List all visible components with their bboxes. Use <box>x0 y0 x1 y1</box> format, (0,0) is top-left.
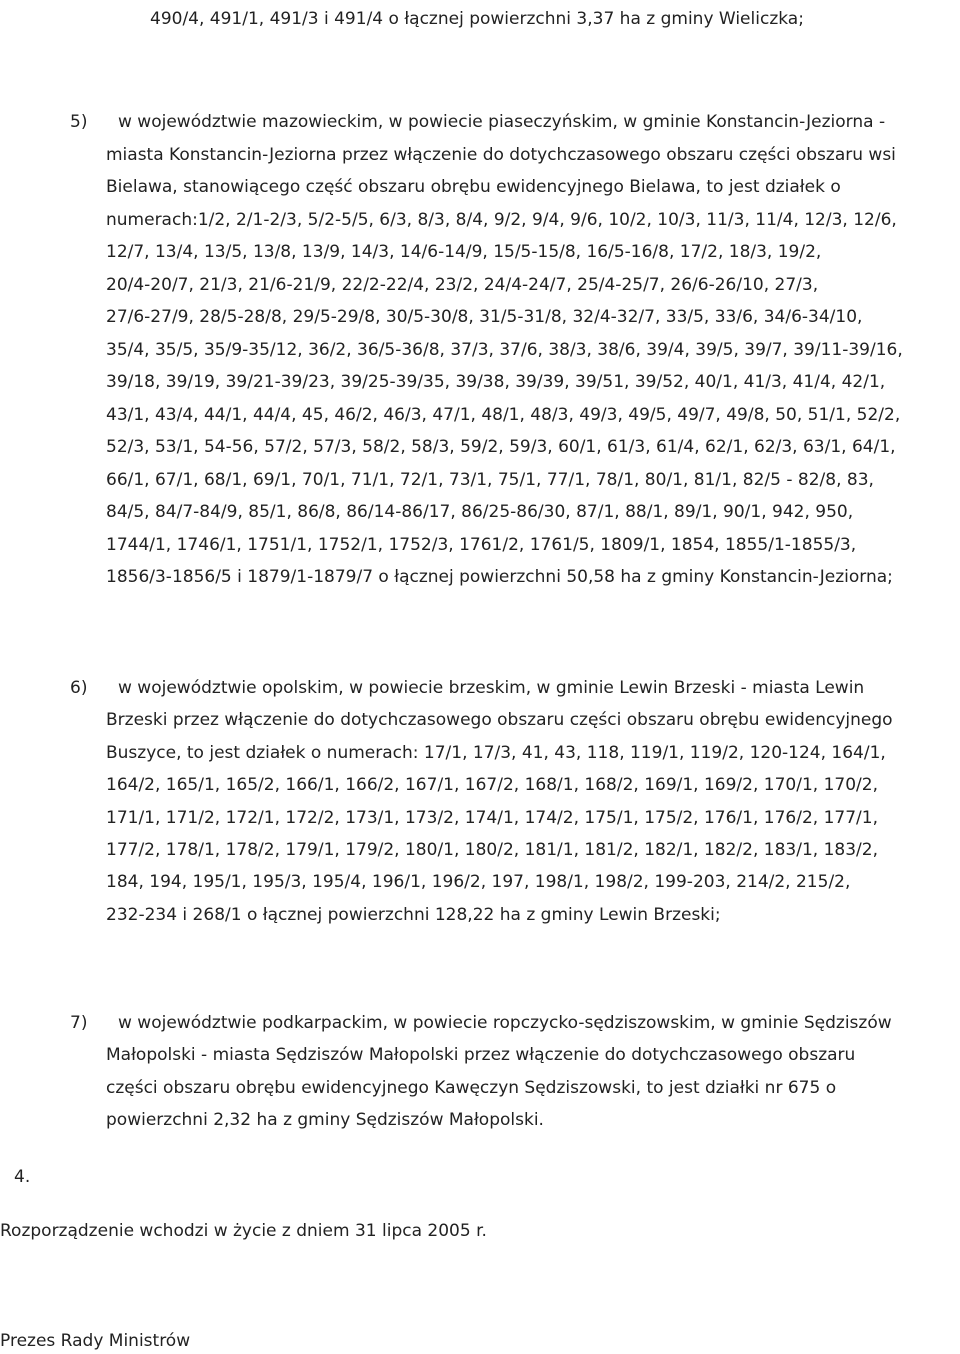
item-text-line: 43/1, 43/4, 44/1, 44/4, 45, 46/2, 46/3, 47/1, 48/1, 48/3, 49/3, 49/5, 49/7, 49/8, 50, 51/1, 52/2, <box>106 405 901 425</box>
closing-line: Rozporządzenie wchodzi w życie z dniem 31 lipca 2005 r. <box>0 1221 487 1241</box>
item-text-line: 39/18, 39/19, 39/21-39/23, 39/25-39/35, 39/38, 39/39, 39/51, 39/52, 40/1, 41/3, 41/4, 42/1, <box>106 372 886 392</box>
item-text-line: 171/1, 171/2, 172/1, 172/2, 173/1, 173/2, 174/1, 174/2, 175/1, 175/2, 176/1, 176/2, 177/1, <box>106 808 878 828</box>
item-text-line: 1856/3-1856/5 i 1879/1-1879/7 o łącznej powierzchni 50,58 ha z gminy Konstancin-Jeziorna; <box>106 567 893 587</box>
item-text-line: 20/4-20/7, 21/3, 21/6-21/9, 22/2-22/4, 23/2, 24/4-24/7, 25/4-25/7, 26/6-26/10, 27/3, <box>106 275 819 295</box>
item-text-line: 177/2, 178/1, 178/2, 179/1, 179/2, 180/1, 180/2, 181/1, 181/2, 182/1, 182/2, 183/1, 183/2, <box>106 840 878 860</box>
item-text-line: 27/6-27/9, 28/5-28/8, 29/5-29/8, 30/5-30/8, 31/5-31/8, 32/4-32/7, 33/5, 33/6, 34/6-34/10, <box>106 307 863 327</box>
item-text-line: 164/2, 165/1, 165/2, 166/1, 166/2, 167/1, 167/2, 168/1, 168/2, 169/1, 169/2, 170/1, 170/2, <box>106 775 878 795</box>
item-text-line: Małopolski - miasta Sędziszów Małopolski przez włączenie do dotychczasowego obszaru <box>106 1045 856 1065</box>
item-text-line: 66/1, 67/1, 68/1, 69/1, 70/1, 71/1, 72/1, 73/1, 75/1, 77/1, 78/1, 80/1, 81/1, 82/5 - 82/8, 83, <box>106 470 874 490</box>
item-text-line: Buszyce, to jest działek o numerach: 17/1, 17/3, 41, 43, 118, 119/1, 119/2, 120-124, 164/1, <box>106 743 886 763</box>
item-number: 6) <box>70 678 88 698</box>
item-text-line: 12/7, 13/4, 13/5, 13/8, 13/9, 14/3, 14/6-14/9, 15/5-15/8, 16/5-16/8, 17/2, 18/3, 19/2, <box>106 242 822 262</box>
item-text-line: w województwie mazowieckim, w powiecie piaseczyńskim, w gminie Konstancin-Jeziorna - <box>118 112 886 132</box>
item-text-line: 35/4, 35/5, 35/9-35/12, 36/2, 36/5-36/8, 37/3, 37/6, 38/3, 38/6, 39/4, 39/5, 39/7, 39/11-39/16, <box>106 340 903 360</box>
item-text-line: Bielawa, stanowiącego część obszaru obrębu ewidencyjnego Bielawa, to jest działek o <box>106 177 841 197</box>
item-number: 7) <box>70 1013 88 1033</box>
item-text-line: 84/5, 84/7-84/9, 85/1, 86/8, 86/14-86/17, 86/25-86/30, 87/1, 88/1, 89/1, 90/1, 942, 950, <box>106 502 854 522</box>
item-number: 5) <box>70 112 88 132</box>
item-text-line: numerach:1/2, 2/1-2/3, 5/2-5/5, 6/3, 8/3, 8/4, 9/2, 9/4, 9/6, 10/2, 10/3, 11/3, 11/4, 12/3, 12/6, <box>106 210 897 230</box>
item-text-line: powierzchni 2,32 ha z gminy Sędziszów Małopolski. <box>106 1110 544 1130</box>
item-text-line: w województwie opolskim, w powiecie brzeskim, w gminie Lewin Brzeski - miasta Lewin <box>118 678 865 698</box>
item-text-line: Brzeski przez włączenie do dotychczasowego obszaru części obszaru obrębu ewidencyjnego <box>106 710 893 730</box>
section-number: 4. <box>14 1167 31 1187</box>
item-text-line: części obszaru obrębu ewidencyjnego Kawęczyn Sędziszowski, to jest działki nr 675 o <box>106 1078 837 1098</box>
item-text-line: 232-234 i 268/1 o łącznej powierzchni 128,22 ha z gminy Lewin Brzeski; <box>106 905 721 925</box>
item-text-line: 184, 194, 195/1, 195/3, 195/4, 196/1, 196/2, 197, 198/1, 198/2, 199-203, 214/2, 215/2, <box>106 872 851 892</box>
item-text-line: w województwie podkarpackim, w powiecie ropczycko-sędziszowskim, w gminie Sędziszów <box>118 1013 892 1033</box>
intro-line: 490/4, 491/1, 491/3 i 491/4 o łącznej powierzchni 3,37 ha z gminy Wieliczka; <box>150 9 804 29</box>
signature-line: Prezes Rady Ministrów <box>0 1331 191 1351</box>
item-text-line: 1744/1, 1746/1, 1751/1, 1752/1, 1752/3, 1761/2, 1761/5, 1809/1, 1854, 1855/1-1855/3, <box>106 535 857 555</box>
item-text-line: 52/3, 53/1, 54-56, 57/2, 57/3, 58/2, 58/3, 59/2, 59/3, 60/1, 61/3, 61/4, 62/1, 62/3, 63/1, 64/1, <box>106 437 896 457</box>
item-text-line: miasta Konstancin-Jeziorna przez włączenie do dotychczasowego obszaru części obszaru wsi <box>106 145 896 165</box>
